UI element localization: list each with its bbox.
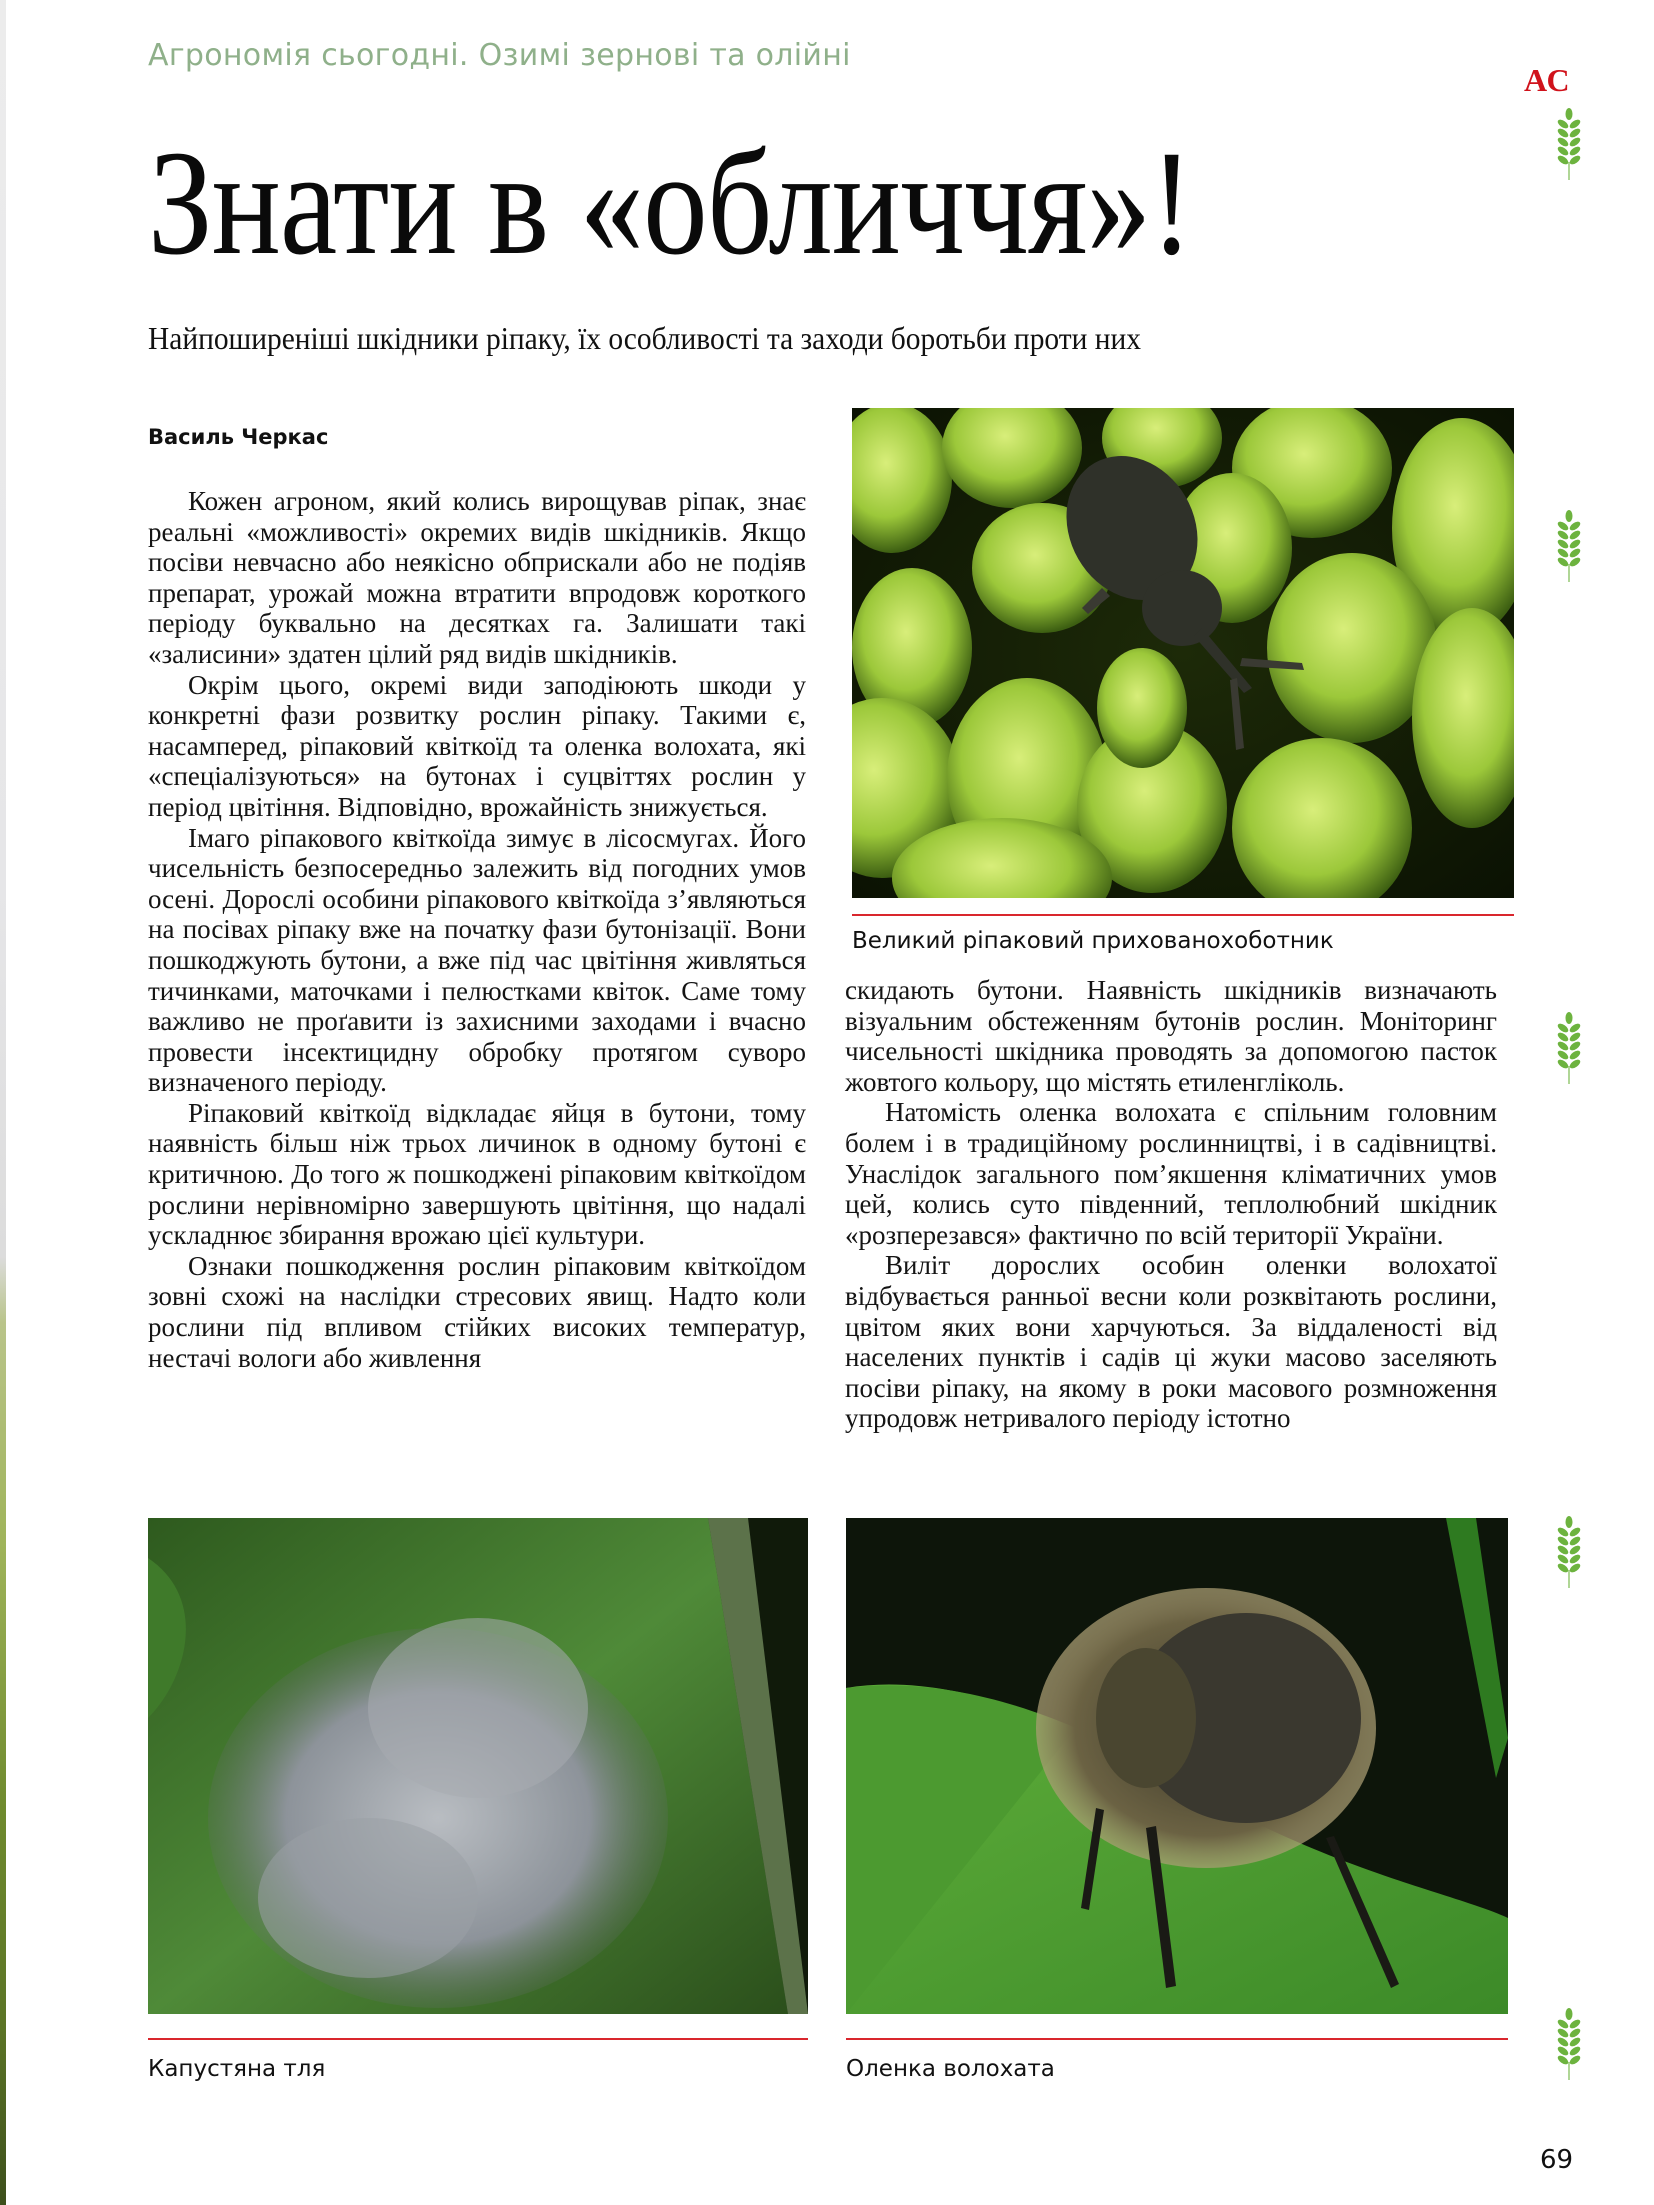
wheat-icon [1556, 510, 1582, 582]
page-edge-photo-strip [0, 0, 6, 2205]
caption-rule [852, 914, 1514, 916]
magazine-logo: АС [1524, 62, 1571, 98]
running-head: Агрономія сьогодні. Озимі зернові та олійні [148, 38, 851, 73]
paragraph: Ознаки пошкодження рослин ріпаковим квіткоїдом зовні схожі на наслідки стресових явищ. Надто коли рослини під впливом стійких високих температур, нестачі вологи або живлення [148, 1250, 806, 1373]
article-column-left [148, 486, 806, 1373]
wheat-icon [1556, 108, 1582, 180]
caption-rule [846, 2038, 1508, 2040]
wheat-icon [1556, 1516, 1582, 1588]
figure-caption: Оленка волохата [846, 2056, 1055, 2082]
paragraph: Виліт дорослих особин оленки волохатої відбувається ранньої весни коли розквітають рослини, цвітом яких вони харчуються. За віддаленості від населених пунктів і садів ці жуки масово заселяють посіви ріпаку, на якому в роки масового розмноження упродовж нетривалого періоду істотно [845, 1250, 1497, 1434]
photo-weevil [852, 408, 1514, 898]
article-subtitle: Найпоширеніші шкідники ріпаку, їх особливості та заходи боротьби проти них [148, 320, 1141, 356]
article-title: Знати в «обличчя»! [148, 120, 1193, 286]
photo-cabbage-aphids [148, 1518, 808, 2014]
paragraph: Імаго ріпакового квіткоїда зимує в лісосмугах. Його чисельність безпосередньо залежить від погодних умов осені. Дорослі особини ріпакового квіткоїда з’являються на посівах ріпаку вже на початку фази бутонізації. Вони пошкоджують бутони, а вже під час цвітіння живляться тичинками, маточками і пелюстками квіток. Саме тому важливо не проґавити із захисними заходами і вчасно провести інсектицидну обробку протягом суворо визначеного періоду. [148, 822, 806, 1098]
wheat-icon [1556, 1012, 1582, 1084]
wheat-icon [1556, 2008, 1582, 2080]
article-column-right [845, 975, 1497, 1434]
figure-caption: Великий ріпаковий прихованохоботник [852, 928, 1334, 954]
caption-rule [148, 2038, 808, 2040]
photo-hairy-chafer [846, 1518, 1508, 2014]
paragraph: скидають бутони. Наявність шкідників визначають візуальним обстеженням бутонів рослин. Моніторинг чисельності шкідника проводять за допомогою пасток жовтого кольору, що містять етиленгліколь. [845, 975, 1497, 1097]
paragraph: Окрім цього, окремі види заподіюють шкоди у конкретні фази розвитку рослин ріпаку. Такими є, насамперед, ріпаковий квіткоїд та оленка волохата, які «спеціалізуються» на бутонах і суцвіттях рослин у період цвітіння. Відповідно, врожайність знижується. [148, 669, 806, 822]
paragraph: Кожен агроном, який колись вирощував ріпак, знає реальні «можливості» окремих видів шкідників. Якщо посіви невчасно або неякісно обприскали або не подіяв препарат, урожай можна втратити впродовж короткого періоду буквально на десятках га. Залишати такі «залисини» здатен цілий ряд видів шкідників. [148, 486, 806, 669]
article-author: Василь Черкас [148, 425, 329, 449]
figure-caption: Капустяна тля [148, 2056, 326, 2082]
paragraph: Натомість оленка волохата є спільним головним болем і в традиційному рослинництві, і в садівництві. Унаслідок загального пом’якшення кліматичних умов цей, колись суто південний, теплолюбний шкідник «розперезався» фактично по всій території України. [845, 1097, 1497, 1250]
paragraph: Ріпаковий квіткоїд відкладає яйця в бутони, тому наявність більш ніж трьох личинок в одному бутоні є критичною. До того ж пошкоджені ріпаковим квіткоїдом рослини нерівномірно завершують цвітіння, що надалі ускладнює збирання врожаю цієї культури. [148, 1097, 806, 1251]
page-number: 69 [1540, 2145, 1574, 2175]
